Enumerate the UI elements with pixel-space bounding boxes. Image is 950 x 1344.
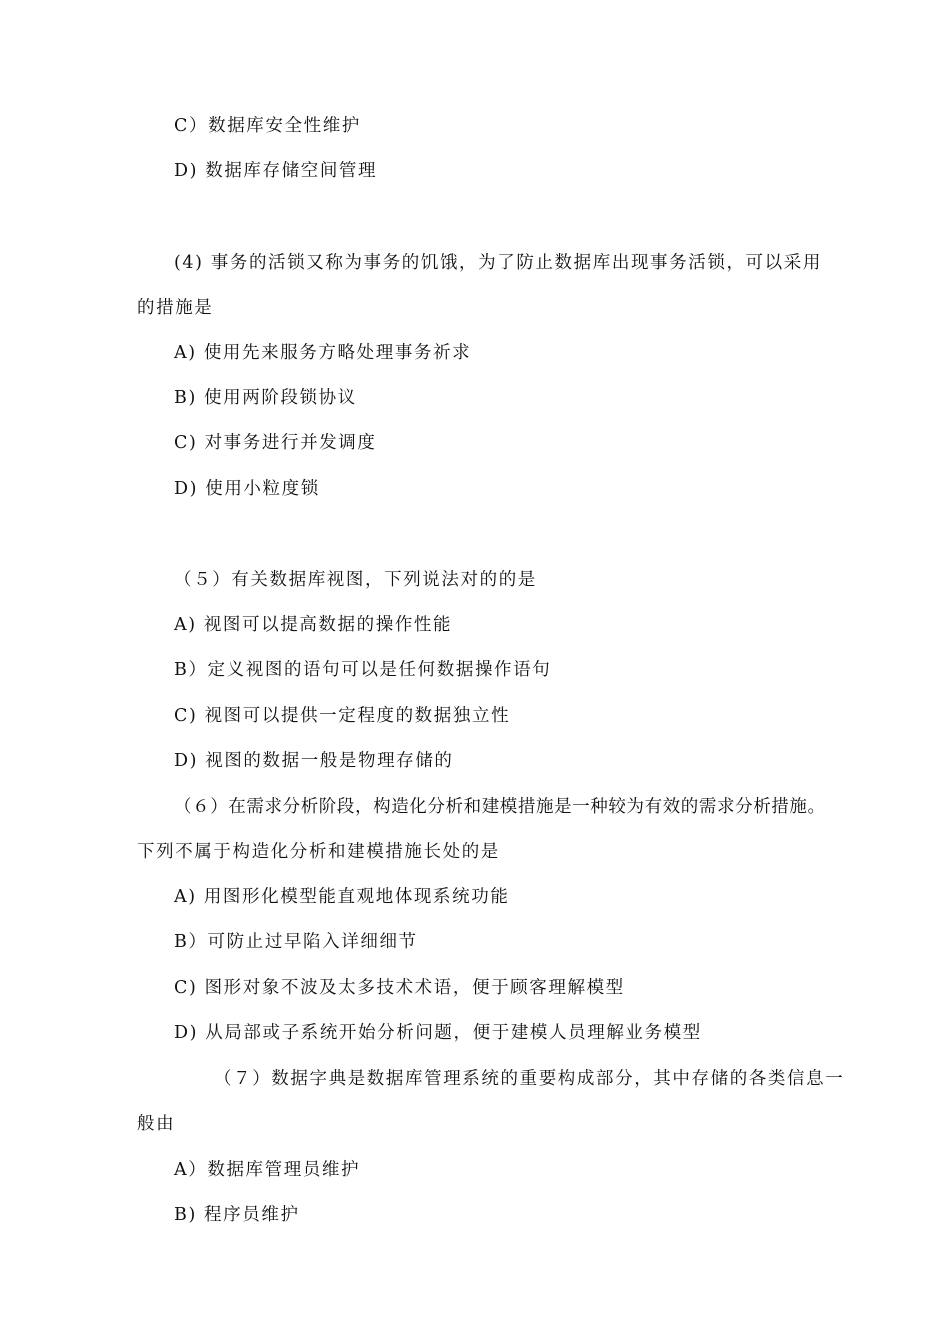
question-6-stem-cont: 下列不属于构造化分析和建模措施长处的是: [137, 842, 500, 862]
q6-option-d: D) 从局部或子系统开始分析问题，便于建模人员理解业务模型: [174, 1023, 702, 1043]
option-c-security: C）数据库安全性维护: [174, 116, 361, 136]
q5-option-a: A) 视图可以提高数据的操作性能: [174, 615, 453, 635]
q5-option-d: D) 视图的数据一般是物理存储的: [174, 751, 454, 771]
q6-option-b: B）可防止过早陷入详细细节: [174, 932, 418, 952]
question-5-stem: （５）有关数据库视图，下列说法对的的是: [174, 570, 537, 590]
q4-option-c: C) 对事务进行并发调度: [174, 433, 377, 453]
q6-option-c: C) 图形对象不波及太多技术术语，便于顾客理解模型: [174, 978, 625, 998]
q7-option-a: A）数据库管理员维护: [174, 1160, 361, 1180]
q7-option-b: B) 程序员维护: [174, 1205, 300, 1225]
q4-option-d: D) 使用小粒度锁: [174, 479, 320, 499]
option-d-storage: D) 数据库存储空间管理: [174, 161, 378, 181]
q5-option-b: B）定义视图的语句可以是任何数据操作语句: [174, 660, 552, 680]
q4-option-a: A) 使用先来服务方略处理事务祈求: [174, 343, 472, 363]
question-4-stem-cont: 的措施是: [137, 298, 214, 318]
question-7-stem-cont: 般由: [137, 1114, 176, 1134]
question-6-stem: （６）在需求分析阶段，构造化分析和建模措施是一种较为有效的需求分析措施。: [174, 797, 826, 817]
q5-option-c: C) 视图可以提供一定程度的数据独立性: [174, 706, 511, 726]
question-4-stem: (4) 事务的活锁又称为事务的饥饿，为了防止数据库出现事务活锁，可以采用: [174, 253, 822, 273]
q6-option-a: A) 用图形化模型能直观地体现系统功能: [174, 887, 510, 907]
question-7-stem: （７）数据字典是数据库管理系统的重要构成部分，其中存储的各类信息一: [214, 1069, 845, 1089]
q4-option-b: B) 使用两阶段锁协议: [174, 388, 357, 408]
